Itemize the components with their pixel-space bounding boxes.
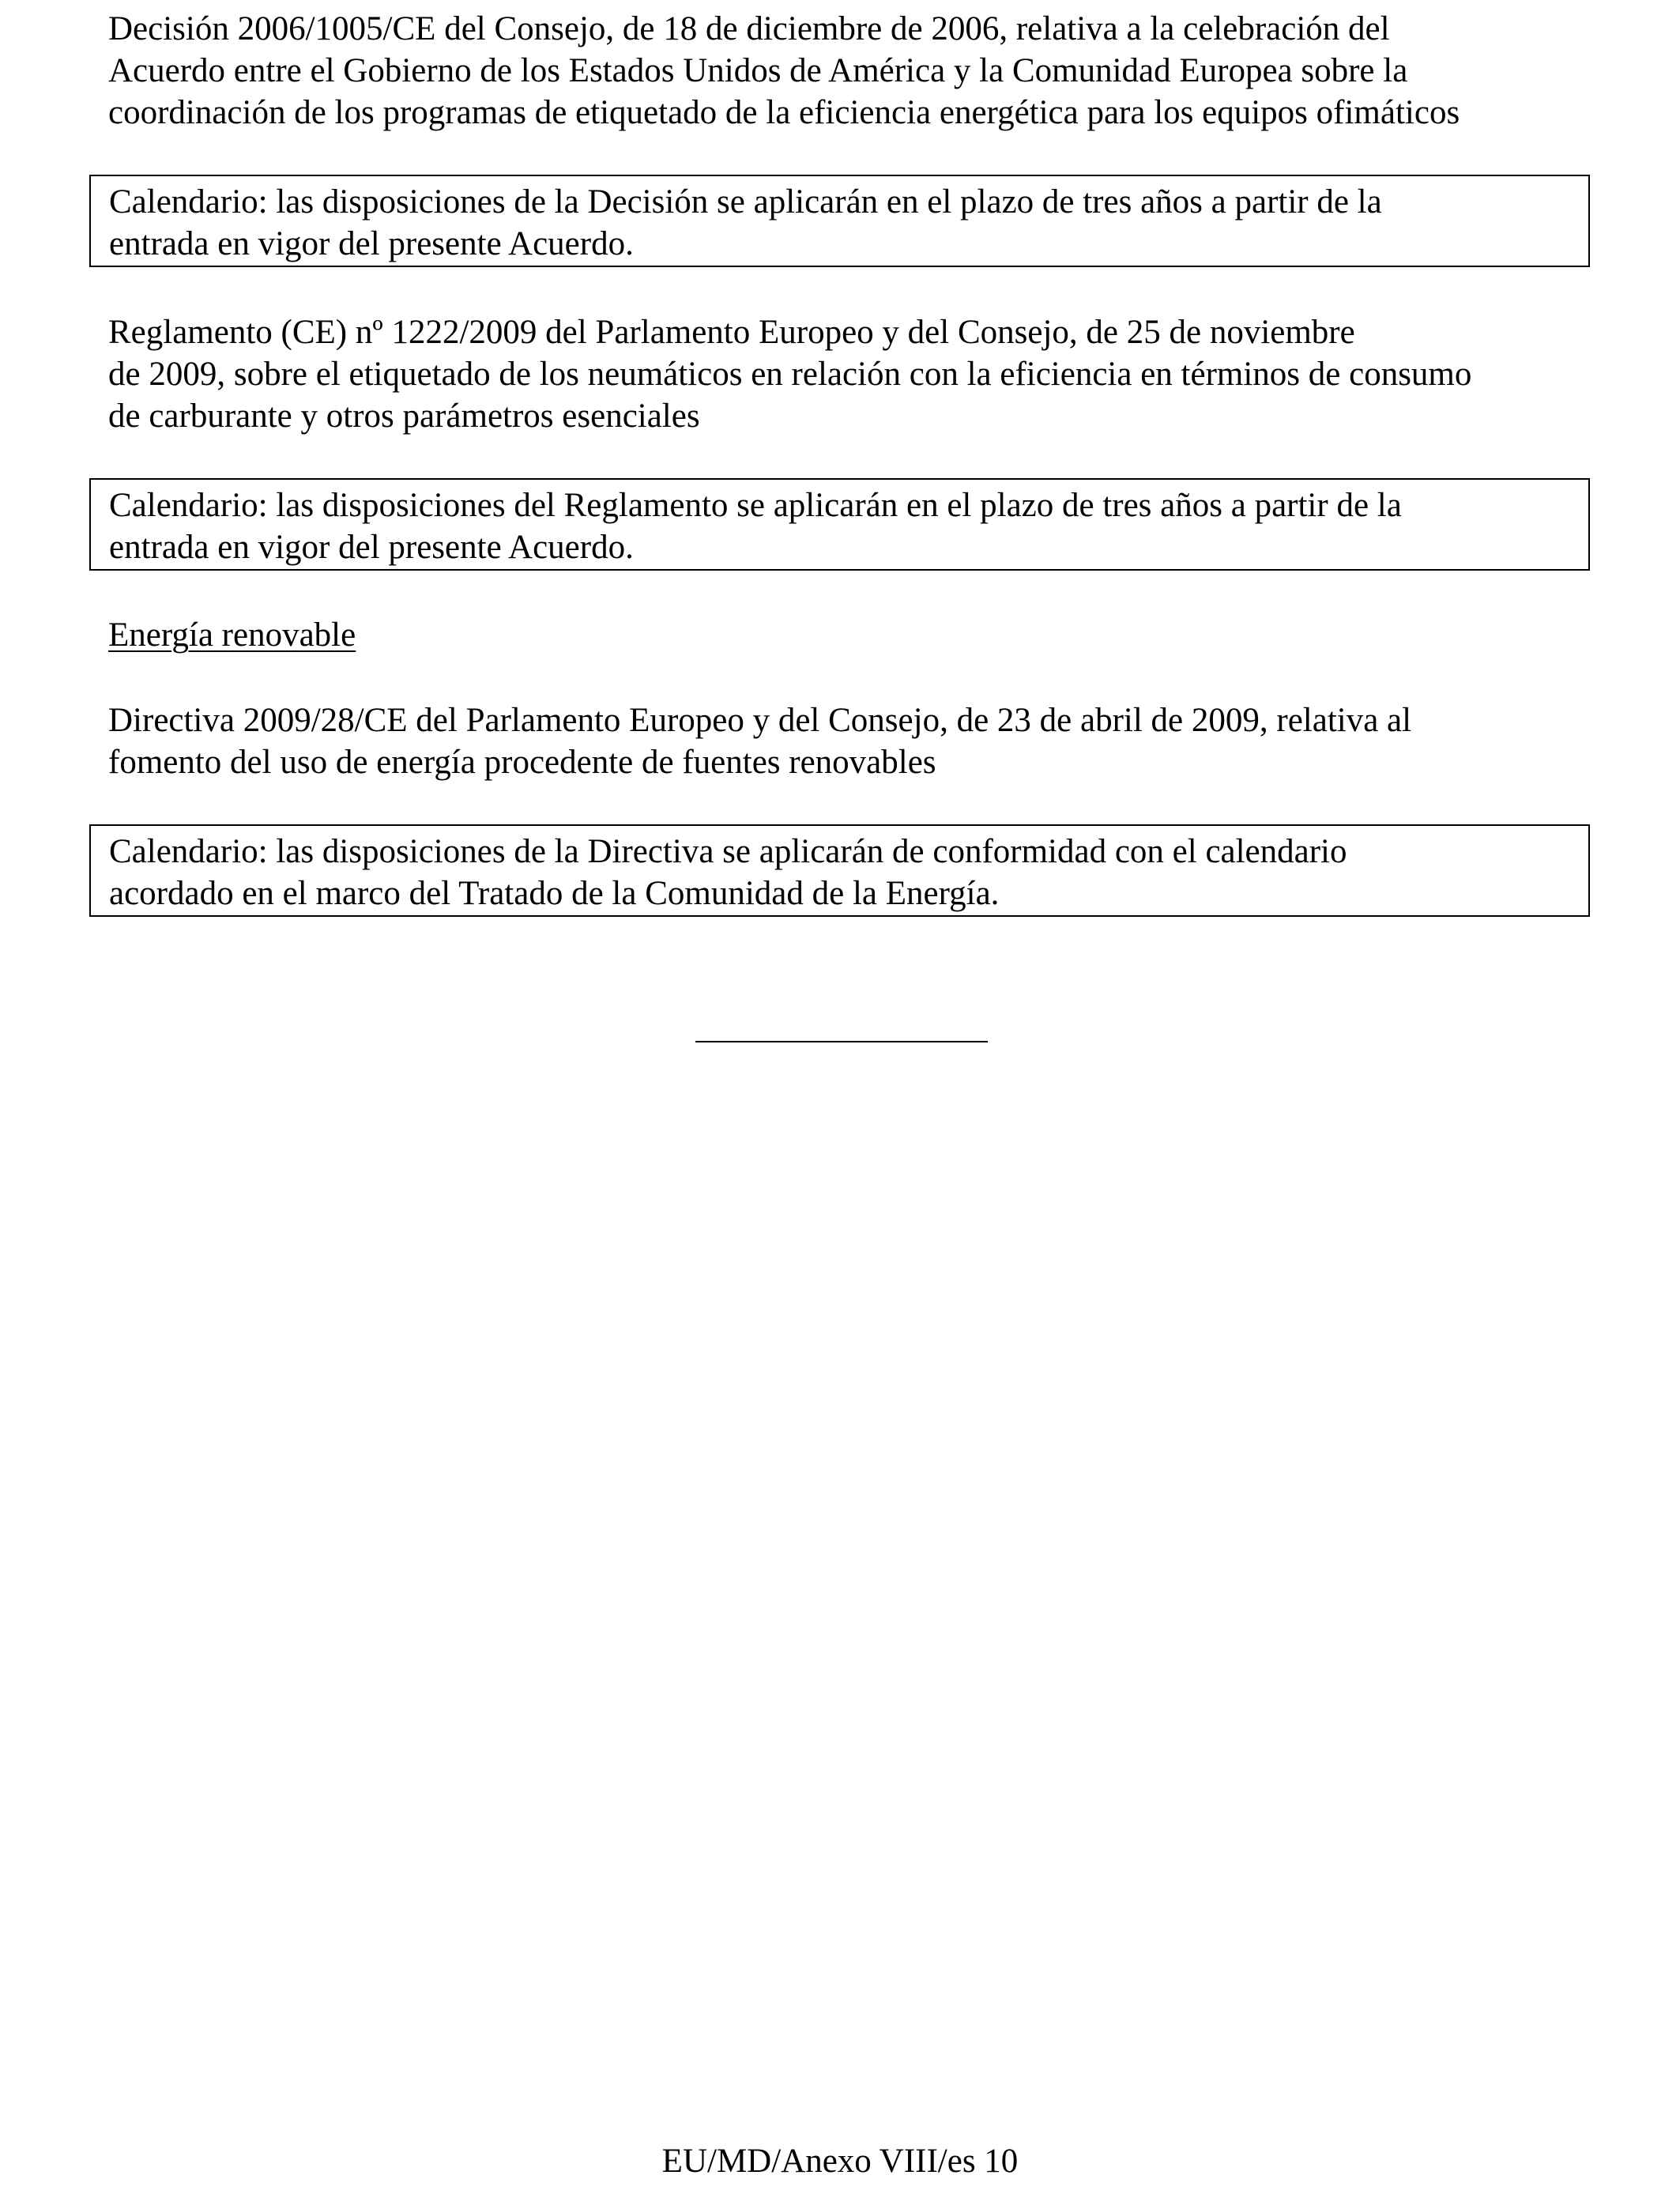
directive-2009-28-paragraph	[108, 699, 1594, 783]
text-line: Decisión 2006/1005/CE del Consejo, de 18 de diciembre de 2006, relativa a la celebración del	[108, 10, 1390, 47]
decision-2006-1005-paragraph	[108, 8, 1594, 134]
text-line: Calendario: las disposiciones del Reglamento se aplicarán en el plazo de tres años a partir de la	[109, 487, 1402, 524]
text-line: acordado en el marco del Tratado de la Comunidad de la Energía.	[109, 875, 1000, 912]
text-line: fomento del uso de energía procedente de fuentes renovables	[108, 744, 936, 781]
calendar-box-regulation	[89, 478, 1590, 571]
calendar-box-directive	[89, 824, 1590, 917]
text-line: entrada en vigor del presente Acuerdo.	[109, 225, 634, 262]
text-line: de carburante y otros parámetros esenciales	[108, 398, 700, 435]
text-line: de 2009, sobre el etiquetado de los neumáticos en relación con la eficiencia en términos de consumo	[108, 356, 1472, 393]
text-line: coordinación de los programas de etiquetado de la eficiencia energética para los equipos ofimáticos	[108, 94, 1460, 131]
page-footer: EU/MD/Anexo VIII/es 10	[661, 2143, 1019, 2180]
text-line: entrada en vigor del presente Acuerdo.	[109, 529, 634, 566]
text-line: Calendario: las disposiciones de la Directiva se aplicarán de conformidad con el calendario	[109, 833, 1347, 870]
text-line: Calendario: las disposiciones de la Decisión se aplicarán en el plazo de tres años a partir de la	[109, 183, 1382, 221]
calendar-box-decision	[89, 175, 1590, 267]
regulation-1222-2009-paragraph	[108, 311, 1594, 437]
text-line: Reglamento (CE) nº 1222/2009 del Parlamento Europeo y del Consejo, de 25 de noviembre	[108, 314, 1355, 351]
text-line: Directiva 2009/28/CE del Parlamento Europeo y del Consejo, de 23 de abril de 2009, relativa al	[108, 702, 1412, 739]
section-heading: Energía renovable	[108, 616, 356, 654]
end-separator-line	[695, 1041, 988, 1042]
text-line: Acuerdo entre el Gobierno de los Estados Unidos de América y la Comunidad Europea sobre la	[108, 52, 1408, 89]
